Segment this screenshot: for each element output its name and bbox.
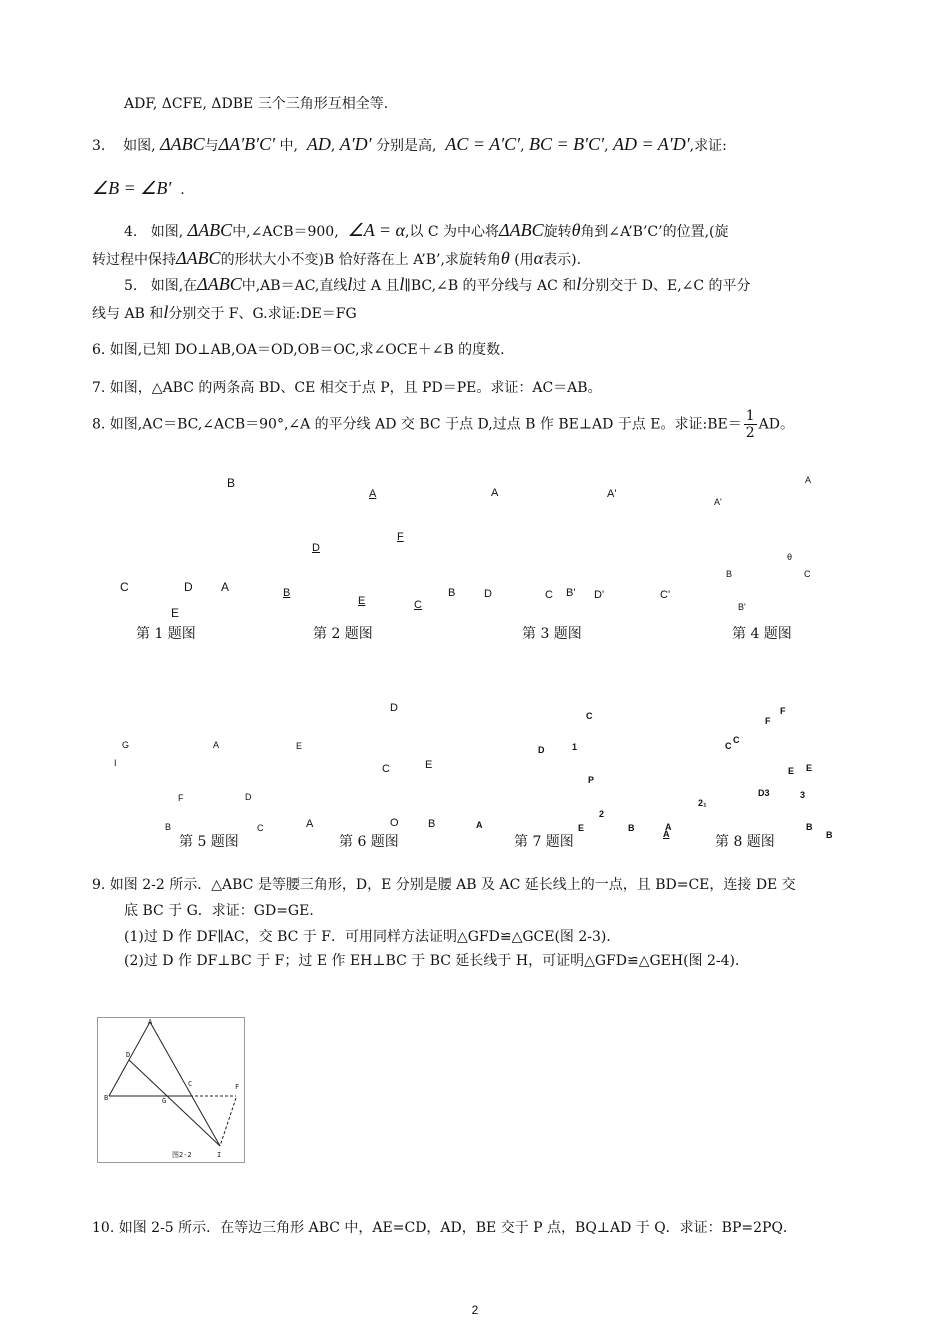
q5-text: 中,AB＝AC,直线 (241, 278, 348, 294)
fig22-label-a: A (148, 1018, 153, 1026)
q4-text: 旋转 (543, 224, 572, 240)
fig7-label-a: A (476, 820, 483, 830)
question-9-line-4: (2)过 D 作 DF⊥BC 于 F；过 E 作 EH⊥BC 于 BC 延长线于 H，可证明△GFD≌△GEH(图 2-4)． (124, 953, 749, 969)
fig3-label-c: C (545, 589, 553, 601)
q4-text: 如图, (150, 224, 184, 240)
q3-math: AC = A′C′ (445, 134, 521, 154)
q3-math: A′D′ (339, 134, 372, 154)
q5-number: 5. (124, 278, 138, 294)
question-4 (124, 220, 728, 242)
q3-math: ∠B = ∠B′ (92, 178, 172, 198)
fig6-label-c: C (382, 763, 390, 775)
fig3-label-b: B (448, 587, 456, 599)
fig2-label-b: B (283, 587, 291, 599)
fig8-label-a: A (665, 822, 672, 832)
question-9-line-3: (1)过 D 作 DF∥AC，交 BC 于 F．可用同样方法证明△GFD≌△GCE(图 2-3)． (124, 929, 621, 945)
q3-text: 分别是高, (376, 138, 437, 154)
fig3-label-c-prime: C' (660, 589, 671, 601)
fig1-label-d: D (184, 580, 193, 594)
q3-text: . (180, 182, 185, 198)
q4-math: θ (571, 220, 581, 240)
q8-text: 8. 如图,AC＝BC,∠ACB＝90°,∠A 的平分线 AD 交 BC 于点 D,过点 B 作 BE⊥AD 于点 E。求证:BE＝ (92, 416, 742, 433)
fig3-label-a: A (491, 487, 499, 499)
fig8-label-e: E (806, 763, 813, 773)
figure-2-2 (97, 1017, 245, 1163)
q3-math: AD (306, 134, 331, 154)
q3-math: ΔABC (160, 134, 205, 154)
fig5-label-b: B (165, 822, 172, 832)
q3-math: BC = B′C′ (529, 134, 605, 154)
fig1-label-e: E (171, 606, 180, 620)
q4-text: 角到∠A’B’C’的位置,(旋 (580, 224, 729, 240)
fig6-label-b: B (428, 818, 436, 830)
q3-math: ΔA′B′C′ (218, 134, 276, 154)
fig3-label-d: D (484, 588, 492, 600)
fig8-label-b-shadow: B (826, 830, 833, 840)
fig5-label-f: F (178, 793, 184, 803)
q4-math: ΔABC (187, 220, 233, 240)
question-3-cont (92, 178, 185, 200)
fig22-dashed-fi (220, 1098, 236, 1146)
fraction-one-half: $\frac{1}{2}$ (745, 408, 755, 441)
q4-math: ΔABC (499, 220, 544, 240)
fig8-label-2-1: 2₁ (698, 798, 707, 808)
fig1-label-b: B (227, 476, 236, 490)
fig2-label-d: D (312, 542, 320, 554)
text-line-1: ADF, ΔCFE, ΔDBE 三个三角形互相全等. (124, 96, 389, 112)
question-9-line-1: 9. 如图 2-2 所示．△ABC 是等腰三角形，D，E 分别是腰 AB 及 AC 延长线上的一点，且 BD=CE，连接 DE 交 (92, 877, 796, 893)
question-4-cont (92, 248, 581, 270)
question-7: 7. 如图，△ABC 的两条高 BD、CE 相交于点 P，且 PD＝PE。求证：AC＝AB。 (92, 380, 602, 396)
fig6-label-a: A (306, 818, 314, 830)
fig8-label-b: B (806, 822, 813, 832)
q3-text: , (520, 138, 525, 154)
fig22-side-ae (150, 1022, 220, 1146)
fig22-side-ab (109, 1022, 150, 1096)
q4-text: 中,∠ACB＝900, (232, 224, 339, 240)
fig5-label-i: I (114, 758, 117, 768)
caption-fig-7: 第 7 题图 (514, 834, 574, 850)
fig5-label-a: A (213, 740, 220, 750)
fig22-label-i: I (217, 1151, 222, 1159)
fig8-label-e-shadow: E (788, 766, 795, 776)
q5-math: ΔABC (197, 274, 242, 294)
q5-math: l (347, 274, 353, 294)
fig22-label-g: G (162, 1097, 167, 1105)
question-3 (92, 134, 727, 156)
question-6: 6. 如图,已知 DO⊥AB,OA＝OD,OB＝OC,求∠OCE＋∠B 的度数. (92, 342, 505, 358)
question-10: 10. 如图 2-5 所示．在等边三角形 ABC 中，AE=CD，AD，BE 交于 P 点，BQ⊥AD 于 Q．求证：BP=2PQ． (92, 1220, 797, 1236)
fig4-label-c: C (804, 569, 811, 579)
q3-text: ,求证: (689, 138, 727, 154)
fig7-label-d: D (538, 745, 545, 755)
fig8-label-c: C (733, 735, 740, 745)
fig5-label-d: D (245, 792, 252, 802)
fig4-label-b-prime: B' (738, 602, 746, 612)
fig2-label-c: C (414, 599, 422, 611)
fig22-caption: 图2-2 (172, 1151, 192, 1159)
fig22-label-f: F (235, 1083, 240, 1091)
q5-text: 线与 AB 和 (92, 306, 164, 322)
fig1-label-a: A (221, 580, 230, 594)
fig3-label-a-prime: A' (607, 488, 617, 500)
fig8-label-f: F (780, 706, 786, 716)
q5-text: 过 A 且 (352, 278, 400, 294)
fig22-segment-de (129, 1060, 220, 1146)
q5-text: ∥BC,∠B 的平分线与 AC 和 (404, 278, 577, 294)
q3-text: , (330, 138, 336, 154)
fig8-label-d3: D3 (758, 788, 770, 798)
q5-math: l (163, 302, 169, 322)
fig22-label-d: D (126, 1051, 131, 1059)
q5-text: 分别交于 D、E,∠C 的平分 (581, 278, 751, 294)
q4-text: 转过程中保持 (92, 252, 176, 268)
fig4-label-a: A (805, 475, 812, 485)
fig7-label-b: B (628, 823, 635, 833)
fig8-label-3: 3 (800, 790, 806, 800)
fig5-label-e: E (296, 741, 303, 751)
fig5-label-c: C (257, 823, 264, 833)
fig7-label-p: P (588, 775, 595, 785)
q3-text: , (604, 138, 609, 154)
q4-number: 4. (124, 224, 138, 240)
caption-fig-1: 第 1 题图 (136, 626, 196, 642)
fig8-label-f-shadow: F (765, 716, 771, 726)
question-5-cont (92, 302, 357, 324)
question-9-line-2: 底 BC 于 G．求证：GD=GE． (124, 903, 324, 919)
fig2-label-a: A (369, 488, 377, 500)
q4-text: ,以 C 为中心将 (404, 224, 500, 240)
caption-fig-8: 第 8 题图 (715, 834, 775, 850)
fig6-label-o: O (390, 817, 399, 829)
caption-fig-2: 第 2 题图 (313, 626, 373, 642)
fig1-label-c: C (120, 580, 129, 594)
q4-text: (用 (514, 252, 534, 268)
fig7-label-c: C (586, 711, 593, 721)
fig22-label-c: C (188, 1080, 193, 1088)
fig4-label-theta: θ (787, 552, 793, 562)
fig4-label-a-prime: A' (714, 497, 722, 507)
figure-2-2-drawing (98, 1018, 244, 1162)
q4-math: ΔABC (176, 248, 221, 268)
q5-text: 分别交于 F、G.求证:DE＝FG (168, 306, 357, 322)
q8-text: AD。 (758, 416, 794, 433)
fig2-label-e: E (358, 595, 366, 607)
fig22-label-b: B (104, 1094, 109, 1102)
q4-math: θ (500, 248, 510, 268)
fig2-label-f: F (397, 531, 404, 543)
q4-text: 表示). (543, 252, 582, 268)
q3-text: 中, (279, 138, 298, 154)
fig8-label-c-shadow: C (725, 741, 732, 751)
q3-math: AD = A′D′ (612, 134, 690, 154)
fig3-label-d-prime: D' (594, 589, 605, 601)
q5-math: l (399, 274, 405, 294)
q5-math: l (576, 274, 582, 294)
fig7-label-e: E (578, 823, 585, 833)
caption-fig-4: 第 4 题图 (732, 626, 792, 642)
q3-number: 3. (92, 138, 106, 154)
q3-text: 如图, (123, 138, 156, 154)
q5-text: 如图,在 (150, 278, 198, 294)
question-5 (124, 274, 751, 296)
fig6-label-e: E (425, 759, 433, 771)
q3-text: 与 (204, 138, 219, 154)
q4-text: 的形状大小不变)B 恰好落在上 A’B’,求旋转角 (220, 252, 501, 268)
caption-fig-3: 第 3 题图 (522, 626, 582, 642)
caption-fig-6: 第 6 题图 (339, 834, 399, 850)
fig8-label-a-shadow: A (663, 829, 670, 839)
caption-fig-5: 第 5 题图 (179, 834, 239, 850)
q4-math: ∠A = α (347, 220, 405, 240)
fig3-label-b-prime: B' (566, 587, 576, 599)
fig6-label-d: D (390, 702, 398, 714)
fig5-label-g: G (122, 740, 130, 750)
q4-math: α (533, 248, 544, 268)
fig7-label-2: 2 (599, 809, 605, 819)
fig7-label-1: 1 (572, 742, 578, 752)
page-number: 2 (471, 1303, 479, 1317)
question-8 (92, 408, 794, 441)
fig4-label-b: B (726, 569, 733, 579)
